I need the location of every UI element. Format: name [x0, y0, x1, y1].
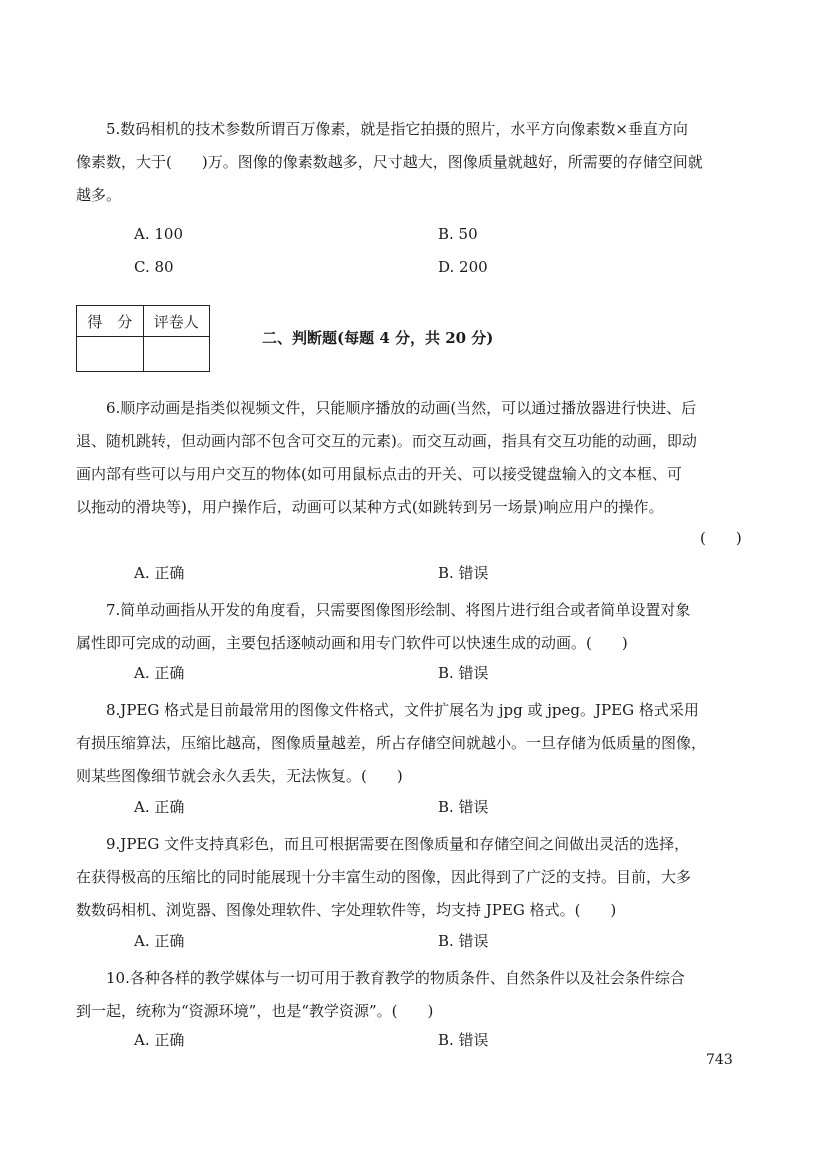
grader-cell	[143, 337, 209, 372]
q9-option-b: B. 错误	[438, 932, 489, 950]
q6-answer-paren: ( )	[700, 529, 742, 547]
question-6-line-1: 6.顺序动画是指类似视频文件，只能顺序播放的动画(当然，可以通过播放器进行快进、后	[106, 399, 697, 417]
q5-option-c: C. 80	[134, 258, 174, 276]
question-8-line-1: 8.JPEG 格式是目前最常用的图像文件格式，文件扩展名为 jpg 或 jpeg。JPEG 格式采用	[106, 701, 699, 719]
q5-option-d: D. 200	[438, 258, 488, 276]
question-7	[76, 594, 748, 660]
question-9	[76, 828, 748, 927]
q8-option-a: A. 正确	[134, 798, 185, 816]
question-6-line-2: 退、随机跳转，但动画内部不包含可交互的元素)。而交互动画，指具有交互功能的动画，即动	[76, 432, 697, 450]
section-title: 二、判断题(每题 4 分，共 20 分)	[262, 329, 494, 347]
q6-option-b: B. 错误	[438, 564, 489, 582]
question-7-line-1: 7.简单动画指从开发的角度看，只需要图像图形绘制、将图片进行组合或者简单设置对象	[106, 601, 691, 619]
question-8-line-2: 有损压缩算法，压缩比越高，图像质量越差，所占存储空间就越小。一旦存储为低质量的图像，	[76, 734, 707, 752]
question-8-line-3: 则某些图像细节就会永久丢失，无法恢复。( )	[76, 767, 403, 785]
question-9-line-1: 9.JPEG 文件支持真彩色，而且可根据需要在图像质量和存储空间之间做出灵活的选择，	[106, 835, 690, 853]
q5-option-a: A. 100	[134, 225, 183, 243]
question-9-line-2: 在获得极高的压缩比的同时能展现十分丰富生动的图像，因此得到了广泛的支持。目前，大多	[76, 868, 692, 886]
score-header: 得 分	[77, 306, 144, 337]
question-10-line-1: 10.各种各样的教学媒体与一切可用于教育教学的物质条件、自然条件以及社会条件综合	[106, 969, 685, 987]
q7-option-a: A. 正确	[134, 664, 185, 682]
question-10	[76, 962, 748, 1028]
question-8	[76, 694, 748, 793]
question-9-line-3: 数数码相机、浏览器、图像处理软件、字处理软件等，均支持 JPEG 格式。( )	[76, 901, 617, 919]
question-6	[76, 392, 748, 524]
question-5	[76, 113, 748, 212]
grader-header: 评卷人	[143, 306, 209, 337]
question-5-line-2: 像素数，大于( )万。图像的像素数越多，尺寸越大，图像质量就越好，所需要的存储空间就	[76, 153, 703, 171]
q10-option-a: A. 正确	[134, 1031, 185, 1049]
page-number: 743	[706, 1052, 733, 1068]
q5-option-b: B. 50	[438, 225, 478, 243]
question-6-line-4: 以拖动的滑块等)，用户操作后，动画可以某种方式(如跳转到另一场景)响应用户的操作。	[76, 498, 664, 516]
score-box	[76, 305, 210, 372]
q6-option-a: A. 正确	[134, 564, 185, 582]
q8-option-b: B. 错误	[438, 798, 489, 816]
question-7-line-2: 属性即可完成的动画，主要包括逐帧动画和用专门软件可以快速生成的动画。( )	[76, 634, 628, 652]
question-10-line-2: 到一起，统称为“资源环境”，也是“教学资源”。( )	[76, 1002, 434, 1020]
question-6-line-3: 画内部有些可以与用户交互的物体(如可用鼠标点击的开关、可以接受键盘输入的文本框、可	[76, 465, 682, 483]
q7-option-b: B. 错误	[438, 664, 489, 682]
question-5-line-3: 越多。	[76, 186, 122, 204]
q10-option-b: B. 错误	[438, 1031, 489, 1049]
score-cell	[77, 337, 144, 372]
q9-option-a: A. 正确	[134, 932, 185, 950]
question-5-line-1: 5.数码相机的技术参数所谓百万像素，就是指它拍摄的照片，水平方向像素数×垂直方向	[106, 120, 688, 138]
